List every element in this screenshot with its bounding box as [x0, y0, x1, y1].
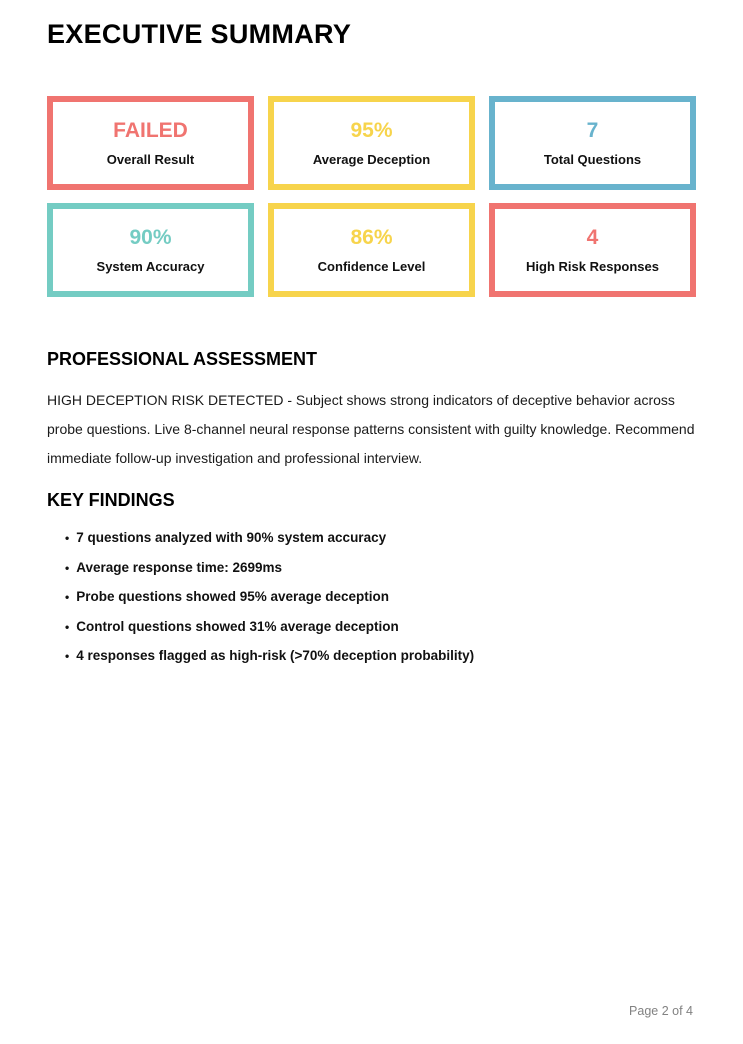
finding-text: Average response time: 2699ms: [76, 559, 283, 575]
findings-heading: KEY FINDINGS: [47, 490, 175, 511]
bullet-icon: •: [65, 619, 70, 634]
bullet-icon: •: [65, 590, 70, 605]
finding-text: Control questions showed 31% average deception: [76, 618, 399, 634]
stat-value: 4: [586, 226, 599, 250]
bullet-icon: •: [65, 531, 70, 546]
stat-label: High Risk Responses: [526, 259, 659, 275]
stat-label: System Accuracy: [96, 259, 205, 275]
stat-card-confidence-level: [268, 203, 475, 297]
bullet-icon: •: [65, 649, 70, 664]
stat-card-grid: [47, 96, 696, 297]
stat-card-high-risk-responses: [489, 203, 696, 297]
page-number: Page 2 of 4: [629, 1004, 693, 1018]
finding-item: [65, 529, 696, 548]
stat-value: 95%: [350, 119, 393, 143]
stat-value: 7: [586, 119, 599, 143]
page-title: EXECUTIVE SUMMARY: [47, 19, 352, 49]
finding-item: [65, 647, 696, 666]
finding-item: [65, 559, 696, 578]
assessment-body: HIGH DECEPTION RISK DETECTED - Subject shows strong indicators of deceptive behavior across probe questions. Live 8-channel neural response patterns consistent with guilty knowledge. Recommend immediate follow-up investigation and professional interview.: [47, 392, 695, 467]
findings-list: [47, 529, 696, 666]
stat-card-average-deception: [268, 96, 475, 190]
stat-label: Total Questions: [543, 152, 642, 168]
stat-label: Overall Result: [106, 152, 195, 168]
stat-value: FAILED: [113, 119, 188, 143]
stat-value: 90%: [129, 226, 172, 250]
stat-card-total-questions: [489, 96, 696, 190]
stat-label: Average Deception: [312, 152, 431, 168]
stat-value: 86%: [350, 226, 393, 250]
finding-text: 4 responses flagged as high-risk (>70% deception probability): [76, 648, 475, 664]
bullet-icon: •: [65, 560, 70, 575]
finding-item: [65, 618, 696, 637]
finding-text: 7 questions analyzed with 90% system accuracy: [76, 530, 387, 546]
finding-item: [65, 588, 696, 607]
stat-card-overall-result: [47, 96, 254, 190]
finding-text: Probe questions showed 95% average deception: [76, 589, 390, 605]
assessment-heading: PROFESSIONAL ASSESSMENT: [47, 349, 318, 370]
stat-card-system-accuracy: [47, 203, 254, 297]
stat-label: Confidence Level: [317, 259, 426, 275]
